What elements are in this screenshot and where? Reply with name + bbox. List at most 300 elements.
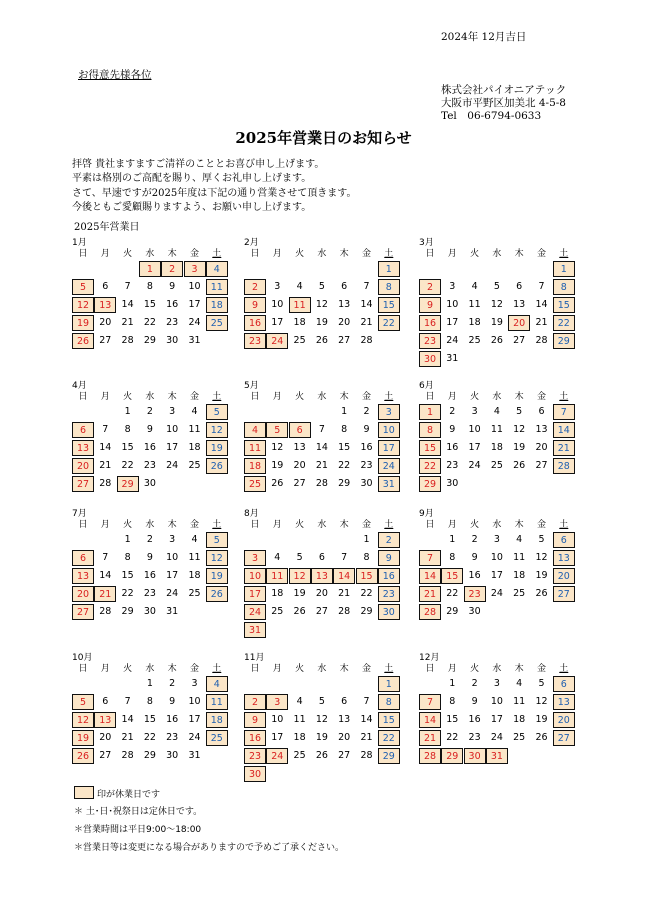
calendar-day: 24 xyxy=(490,732,503,743)
calendar-day: 7 xyxy=(538,281,545,292)
calendar-day: 24 xyxy=(166,588,179,599)
section-label: 2025年営業日 xyxy=(74,222,140,233)
calendar-day: 11 xyxy=(188,552,201,563)
calendar-day-holiday: 26 xyxy=(206,586,228,602)
calendar-day: 24 xyxy=(490,588,503,599)
calendar-day: 8 xyxy=(146,696,153,707)
weekday-header: 日 xyxy=(425,520,435,530)
greeting-line: さて、早速ですが2025年度は下記の通り営業させて頂きます。 xyxy=(72,187,357,199)
calendar-day: 8 xyxy=(449,696,456,707)
calendar-day-holiday: 23 xyxy=(464,586,486,602)
calendar-day: 16 xyxy=(468,714,481,725)
calendar-day: 19 xyxy=(513,442,526,453)
calendar-day-holiday: 3 xyxy=(244,550,266,566)
calendar-day: 2 xyxy=(169,678,176,689)
calendar-day: 18 xyxy=(468,317,481,328)
calendar-day-holiday: 2 xyxy=(244,279,266,295)
calendar-day: 5 xyxy=(493,281,500,292)
calendar-day: 28 xyxy=(121,335,134,346)
month-label: 4月 xyxy=(72,381,87,391)
calendar-day: 7 xyxy=(341,552,348,563)
weekday-header: 日 xyxy=(78,249,88,259)
weekday-header: 金 xyxy=(189,392,199,402)
calendar-day: 9 xyxy=(471,552,478,563)
calendar-day-holiday: 23 xyxy=(419,333,441,349)
calendar-day: 26 xyxy=(535,732,548,743)
calendar-day: 10 xyxy=(271,299,284,310)
calendar-day: 30 xyxy=(143,606,156,617)
calendar-day-holiday: 15 xyxy=(441,568,463,584)
calendar-day: 31 xyxy=(188,335,201,346)
calendar-day: 13 xyxy=(338,299,351,310)
calendar-day: 28 xyxy=(338,606,351,617)
calendar-day: 3 xyxy=(493,534,500,545)
weekday-header: 金 xyxy=(189,664,199,674)
calendar-day-holiday: 11 xyxy=(206,279,228,295)
calendar-day-holiday: 29 xyxy=(378,748,400,764)
calendar-day: 29 xyxy=(338,478,351,489)
calendar-day-holiday: 23 xyxy=(244,748,266,764)
calendar-day: 3 xyxy=(191,678,198,689)
calendar-day-holiday: 24 xyxy=(244,604,266,620)
calendar-day: 4 xyxy=(471,281,478,292)
calendar-day: 22 xyxy=(143,317,156,328)
calendar-day-holiday: 24 xyxy=(266,333,288,349)
calendar-day: 20 xyxy=(293,460,306,471)
calendar-day: 23 xyxy=(166,317,179,328)
calendar-day: 11 xyxy=(468,299,481,310)
calendar-day-holiday: 16 xyxy=(378,568,400,584)
calendar-day-holiday: 27 xyxy=(72,476,94,492)
calendar-day: 18 xyxy=(188,570,201,581)
weekday-header: 月 xyxy=(447,249,457,259)
calendar-day: 5 xyxy=(538,534,545,545)
calendar-day: 30 xyxy=(143,478,156,489)
calendar-day: 5 xyxy=(516,406,523,417)
weekday-header: 金 xyxy=(536,664,546,674)
calendar-day: 10 xyxy=(188,281,201,292)
weekday-header: 火 xyxy=(295,249,305,259)
weekday-header: 月 xyxy=(447,520,457,530)
calendar-day-holiday: 26 xyxy=(72,333,94,349)
weekday-header: 火 xyxy=(123,664,133,674)
holiday-legend-swatch xyxy=(74,786,94,799)
month-calendar xyxy=(244,378,406,503)
calendar-day-holiday: 30 xyxy=(244,766,266,782)
calendar-day: 24 xyxy=(188,317,201,328)
calendar-day: 17 xyxy=(271,317,284,328)
weekday-header: 日 xyxy=(250,249,260,259)
weekday-header: 日 xyxy=(250,664,260,674)
weekday-header: 月 xyxy=(447,392,457,402)
calendar-day: 18 xyxy=(293,732,306,743)
weekday-header: 日 xyxy=(250,520,260,530)
calendar-day: 11 xyxy=(513,552,526,563)
calendar-day: 1 xyxy=(449,534,456,545)
calendar-day-holiday: 9 xyxy=(378,550,400,566)
calendar-day-holiday: 17 xyxy=(378,440,400,456)
calendar-day: 9 xyxy=(169,696,176,707)
calendar-day: 9 xyxy=(449,424,456,435)
calendar-day-holiday: 29 xyxy=(553,333,575,349)
calendar-day: 12 xyxy=(271,442,284,453)
weekday-header: 水 xyxy=(317,392,327,402)
weekday-header: 日 xyxy=(78,520,88,530)
calendar-day: 14 xyxy=(121,714,134,725)
calendar-day: 31 xyxy=(446,353,459,364)
calendar-day: 4 xyxy=(191,406,198,417)
calendar-day: 10 xyxy=(166,552,179,563)
calendar-day: 18 xyxy=(513,714,526,725)
calendar-day: 16 xyxy=(143,442,156,453)
weekday-header: 日 xyxy=(250,392,260,402)
calendar-day-holiday: 8 xyxy=(553,279,575,295)
weekday-header: 木 xyxy=(339,249,349,259)
month-calendar xyxy=(72,378,234,503)
weekday-header: 木 xyxy=(167,520,177,530)
weekday-header: 土 xyxy=(384,249,394,259)
calendar-day-holiday: 21 xyxy=(94,586,116,602)
calendar-day: 26 xyxy=(315,750,328,761)
month-label: 8月 xyxy=(244,509,259,519)
calendar-day: 20 xyxy=(99,317,112,328)
calendar-day-holiday: 13 xyxy=(553,550,575,566)
calendar-day: 1 xyxy=(341,406,348,417)
month-label: 5月 xyxy=(244,381,259,391)
calendar-day: 2 xyxy=(471,678,478,689)
calendar-day-holiday: 6 xyxy=(289,422,311,438)
calendar-day: 2 xyxy=(146,534,153,545)
calendar-day-holiday: 28 xyxy=(419,748,441,764)
calendar-day: 30 xyxy=(360,478,373,489)
calendar-day: 5 xyxy=(318,281,325,292)
calendar-day-holiday: 6 xyxy=(553,676,575,692)
calendar-day: 20 xyxy=(99,732,112,743)
month-label: 11月 xyxy=(244,653,265,663)
calendar-day: 29 xyxy=(360,606,373,617)
calendar-day: 13 xyxy=(338,714,351,725)
calendar-day: 25 xyxy=(293,750,306,761)
calendar-day: 21 xyxy=(360,317,373,328)
calendar-day: 26 xyxy=(315,335,328,346)
weekday-header: 火 xyxy=(470,392,480,402)
calendar-day: 15 xyxy=(121,442,134,453)
weekday-header: 木 xyxy=(167,249,177,259)
calendar-day: 27 xyxy=(99,335,112,346)
month-calendar xyxy=(72,235,234,360)
calendar-day-holiday: 5 xyxy=(206,404,228,420)
calendar-day-holiday: 14 xyxy=(553,422,575,438)
calendar-day: 1 xyxy=(146,678,153,689)
calendar-day: 23 xyxy=(468,732,481,743)
calendar-day-holiday: 2 xyxy=(244,694,266,710)
calendar-day: 26 xyxy=(513,460,526,471)
weekday-header: 月 xyxy=(272,520,282,530)
calendar-day: 6 xyxy=(341,696,348,707)
month-label: 12月 xyxy=(419,653,440,663)
weekday-header: 火 xyxy=(123,520,133,530)
weekday-header: 日 xyxy=(425,392,435,402)
calendar-day: 12 xyxy=(535,552,548,563)
calendar-day-holiday: 1 xyxy=(378,676,400,692)
calendar-day: 20 xyxy=(338,732,351,743)
calendar-day-holiday: 25 xyxy=(206,315,228,331)
calendar-day-holiday: 22 xyxy=(553,315,575,331)
calendar-day: 4 xyxy=(516,678,523,689)
calendar-day: 17 xyxy=(166,442,179,453)
weekday-header: 木 xyxy=(514,249,524,259)
calendar-day: 3 xyxy=(493,678,500,689)
calendar-day: 21 xyxy=(121,732,134,743)
calendar-day-holiday: 19 xyxy=(72,315,94,331)
calendar-day-holiday: 27 xyxy=(553,586,575,602)
calendar-day-holiday: 31 xyxy=(244,622,266,638)
calendar-day: 23 xyxy=(446,460,459,471)
calendar-day: 26 xyxy=(535,588,548,599)
calendar-day-holiday: 15 xyxy=(378,712,400,728)
weekday-header: 日 xyxy=(425,664,435,674)
calendar-day: 17 xyxy=(468,442,481,453)
calendar-day-holiday: 2 xyxy=(161,261,183,277)
calendar-day-holiday: 1 xyxy=(139,261,161,277)
weekday-header: 木 xyxy=(167,664,177,674)
greeting-line: 拝啓 貴社ますますご清祥のこととお喜び申し上げます。 xyxy=(72,159,325,170)
calendar-day: 7 xyxy=(318,424,325,435)
calendar-day: 2 xyxy=(146,406,153,417)
calendar-day: 26 xyxy=(271,478,284,489)
calendar-day: 27 xyxy=(513,335,526,346)
calendar-day: 10 xyxy=(271,714,284,725)
weekday-header: 水 xyxy=(317,249,327,259)
weekday-header: 土 xyxy=(212,520,222,530)
calendar-day-holiday: 16 xyxy=(244,315,266,331)
calendar-day: 6 xyxy=(516,281,523,292)
calendar-day: 21 xyxy=(99,460,112,471)
calendar-day: 18 xyxy=(490,442,503,453)
calendar-day-holiday: 30 xyxy=(378,604,400,620)
greeting-text xyxy=(72,158,356,215)
calendar-day: 25 xyxy=(188,588,201,599)
calendar-day-holiday: 14 xyxy=(333,568,355,584)
calendar-day: 4 xyxy=(274,552,281,563)
calendar-day-holiday: 15 xyxy=(419,440,441,456)
calendar-day: 1 xyxy=(124,406,131,417)
calendar-day-holiday: 5 xyxy=(72,279,94,295)
calendar-day: 3 xyxy=(274,281,281,292)
calendar-day: 24 xyxy=(188,732,201,743)
calendar-day: 21 xyxy=(338,588,351,599)
calendar-day-holiday: 1 xyxy=(378,261,400,277)
weekday-header: 木 xyxy=(339,520,349,530)
calendar-day: 7 xyxy=(363,696,370,707)
calendar-day-holiday: 4 xyxy=(206,676,228,692)
month-calendar xyxy=(419,650,581,775)
calendar-day-holiday: 20 xyxy=(553,568,575,584)
calendar-day: 9 xyxy=(146,424,153,435)
calendar-day-holiday: 4 xyxy=(244,422,266,438)
calendar-day: 25 xyxy=(293,335,306,346)
calendar-day-holiday: 21 xyxy=(419,586,441,602)
calendar-day-holiday: 24 xyxy=(266,748,288,764)
weekday-header: 金 xyxy=(361,249,371,259)
calendar-day-holiday: 26 xyxy=(72,748,94,764)
calendar-day: 28 xyxy=(315,478,328,489)
weekday-header: 水 xyxy=(317,520,327,530)
calendar-day: 31 xyxy=(166,606,179,617)
calendar-day-holiday: 14 xyxy=(419,712,441,728)
calendar-day: 3 xyxy=(471,406,478,417)
weekday-header: 火 xyxy=(123,249,133,259)
weekday-header: 土 xyxy=(212,392,222,402)
calendar-day: 2 xyxy=(449,406,456,417)
calendar-day: 3 xyxy=(449,281,456,292)
calendar-day-holiday: 21 xyxy=(553,440,575,456)
weekday-header: 月 xyxy=(272,664,282,674)
calendar-day: 3 xyxy=(169,406,176,417)
calendar-day: 12 xyxy=(490,299,503,310)
calendar-day: 8 xyxy=(124,424,131,435)
month-calendar xyxy=(244,506,406,636)
calendar-day: 13 xyxy=(513,299,526,310)
calendar-day: 15 xyxy=(143,714,156,725)
calendar-day-holiday: 6 xyxy=(553,532,575,548)
calendar-day: 27 xyxy=(99,750,112,761)
calendar-day: 4 xyxy=(516,534,523,545)
calendar-day-holiday: 31 xyxy=(378,476,400,492)
calendar-day-holiday: 20 xyxy=(72,586,94,602)
weekday-header: 月 xyxy=(100,664,110,674)
weekday-header: 月 xyxy=(272,392,282,402)
calendar-day: 14 xyxy=(535,299,548,310)
calendar-day-holiday: 25 xyxy=(244,476,266,492)
calendar-day: 7 xyxy=(363,281,370,292)
calendar-day: 17 xyxy=(188,714,201,725)
calendar-day: 10 xyxy=(468,424,481,435)
calendar-day: 20 xyxy=(338,317,351,328)
calendar-day-holiday: 22 xyxy=(378,730,400,746)
page-title: 2025年営業日のお知らせ xyxy=(235,129,412,147)
calendar-day-holiday: 29 xyxy=(419,476,441,492)
month-calendar xyxy=(72,650,234,775)
calendar-day: 3 xyxy=(169,534,176,545)
calendar-day-holiday: 12 xyxy=(206,422,228,438)
weekday-header: 土 xyxy=(559,249,569,259)
calendar-day-holiday: 3 xyxy=(378,404,400,420)
calendar-day-holiday: 19 xyxy=(206,568,228,584)
calendar-day: 19 xyxy=(535,570,548,581)
calendar-day-holiday: 6 xyxy=(72,422,94,438)
calendar-day: 18 xyxy=(293,317,306,328)
greeting-line: 平素は格別のご高配を賜り、厚くお礼申し上げます。 xyxy=(72,173,312,185)
calendar-day: 22 xyxy=(121,460,134,471)
calendar-day-holiday: 3 xyxy=(266,694,288,710)
calendar-day-holiday: 10 xyxy=(244,568,266,584)
calendar-day: 10 xyxy=(446,299,459,310)
calendar-day-holiday: 10 xyxy=(378,422,400,438)
weekday-header: 金 xyxy=(361,664,371,674)
company-address: 大阪市平野区加美北 4-5-8 xyxy=(441,97,566,109)
calendar-day: 10 xyxy=(188,696,201,707)
weekday-header: 土 xyxy=(559,392,569,402)
calendar-day: 19 xyxy=(271,460,284,471)
calendar-day: 4 xyxy=(296,696,303,707)
weekday-header: 木 xyxy=(339,664,349,674)
calendar-day-holiday: 8 xyxy=(378,279,400,295)
calendar-day: 21 xyxy=(121,317,134,328)
calendar-day: 5 xyxy=(538,678,545,689)
calendar-day: 27 xyxy=(338,750,351,761)
calendar-day: 15 xyxy=(446,714,459,725)
calendar-day: 22 xyxy=(360,588,373,599)
calendar-day: 12 xyxy=(315,299,328,310)
month-label: 2月 xyxy=(244,238,259,248)
calendar-day-holiday: 15 xyxy=(378,297,400,313)
calendar-day: 11 xyxy=(293,714,306,725)
calendar-day: 8 xyxy=(146,281,153,292)
weekday-header: 土 xyxy=(384,520,394,530)
weekday-header: 火 xyxy=(295,664,305,674)
calendar-day: 17 xyxy=(271,732,284,743)
calendar-day: 17 xyxy=(490,714,503,725)
calendar-day: 10 xyxy=(166,424,179,435)
weekday-header: 土 xyxy=(212,664,222,674)
calendar-day-holiday: 17 xyxy=(244,586,266,602)
calendar-day-holiday: 29 xyxy=(441,748,463,764)
weekday-header: 木 xyxy=(339,392,349,402)
calendar-day: 24 xyxy=(446,335,459,346)
weekday-header: 水 xyxy=(145,249,155,259)
calendar-day: 4 xyxy=(493,406,500,417)
calendar-day: 9 xyxy=(471,696,478,707)
legend-label: 印が休業日です xyxy=(97,790,161,800)
month-calendar xyxy=(244,650,406,780)
calendar-day: 15 xyxy=(121,570,134,581)
calendar-day-holiday: 5 xyxy=(266,422,288,438)
calendar-day: 30 xyxy=(166,750,179,761)
weekday-header: 金 xyxy=(536,249,546,259)
calendar-day: 25 xyxy=(513,588,526,599)
calendar-day: 18 xyxy=(271,588,284,599)
calendar-day: 27 xyxy=(315,606,328,617)
calendar-day-holiday: 1 xyxy=(419,404,441,420)
weekday-header: 月 xyxy=(272,249,282,259)
calendar-day: 30 xyxy=(446,478,459,489)
weekday-header: 火 xyxy=(470,664,480,674)
calendar-day: 12 xyxy=(535,696,548,707)
calendar-day-holiday: 7 xyxy=(419,550,441,566)
calendar-day: 29 xyxy=(446,606,459,617)
weekday-header: 金 xyxy=(361,392,371,402)
note-line: ＊ 土･日･祝祭日は定休日です。 xyxy=(74,807,203,817)
calendar-day-holiday: 27 xyxy=(553,730,575,746)
calendar-day: 19 xyxy=(490,317,503,328)
weekday-header: 金 xyxy=(189,249,199,259)
weekday-header: 木 xyxy=(514,664,524,674)
calendar-day: 31 xyxy=(188,750,201,761)
calendar-day: 12 xyxy=(315,714,328,725)
calendar-day-holiday: 13 xyxy=(94,712,116,728)
calendar-day-holiday: 18 xyxy=(206,712,228,728)
calendar-day-holiday: 19 xyxy=(206,440,228,456)
calendar-day: 9 xyxy=(146,552,153,563)
weekday-header: 水 xyxy=(492,249,502,259)
calendar-day: 6 xyxy=(102,281,109,292)
calendar-day: 25 xyxy=(490,460,503,471)
month-label: 9月 xyxy=(419,509,434,519)
calendar-day-holiday: 7 xyxy=(553,404,575,420)
calendar-day-holiday: 4 xyxy=(206,261,228,277)
calendar-day-holiday: 11 xyxy=(244,440,266,456)
